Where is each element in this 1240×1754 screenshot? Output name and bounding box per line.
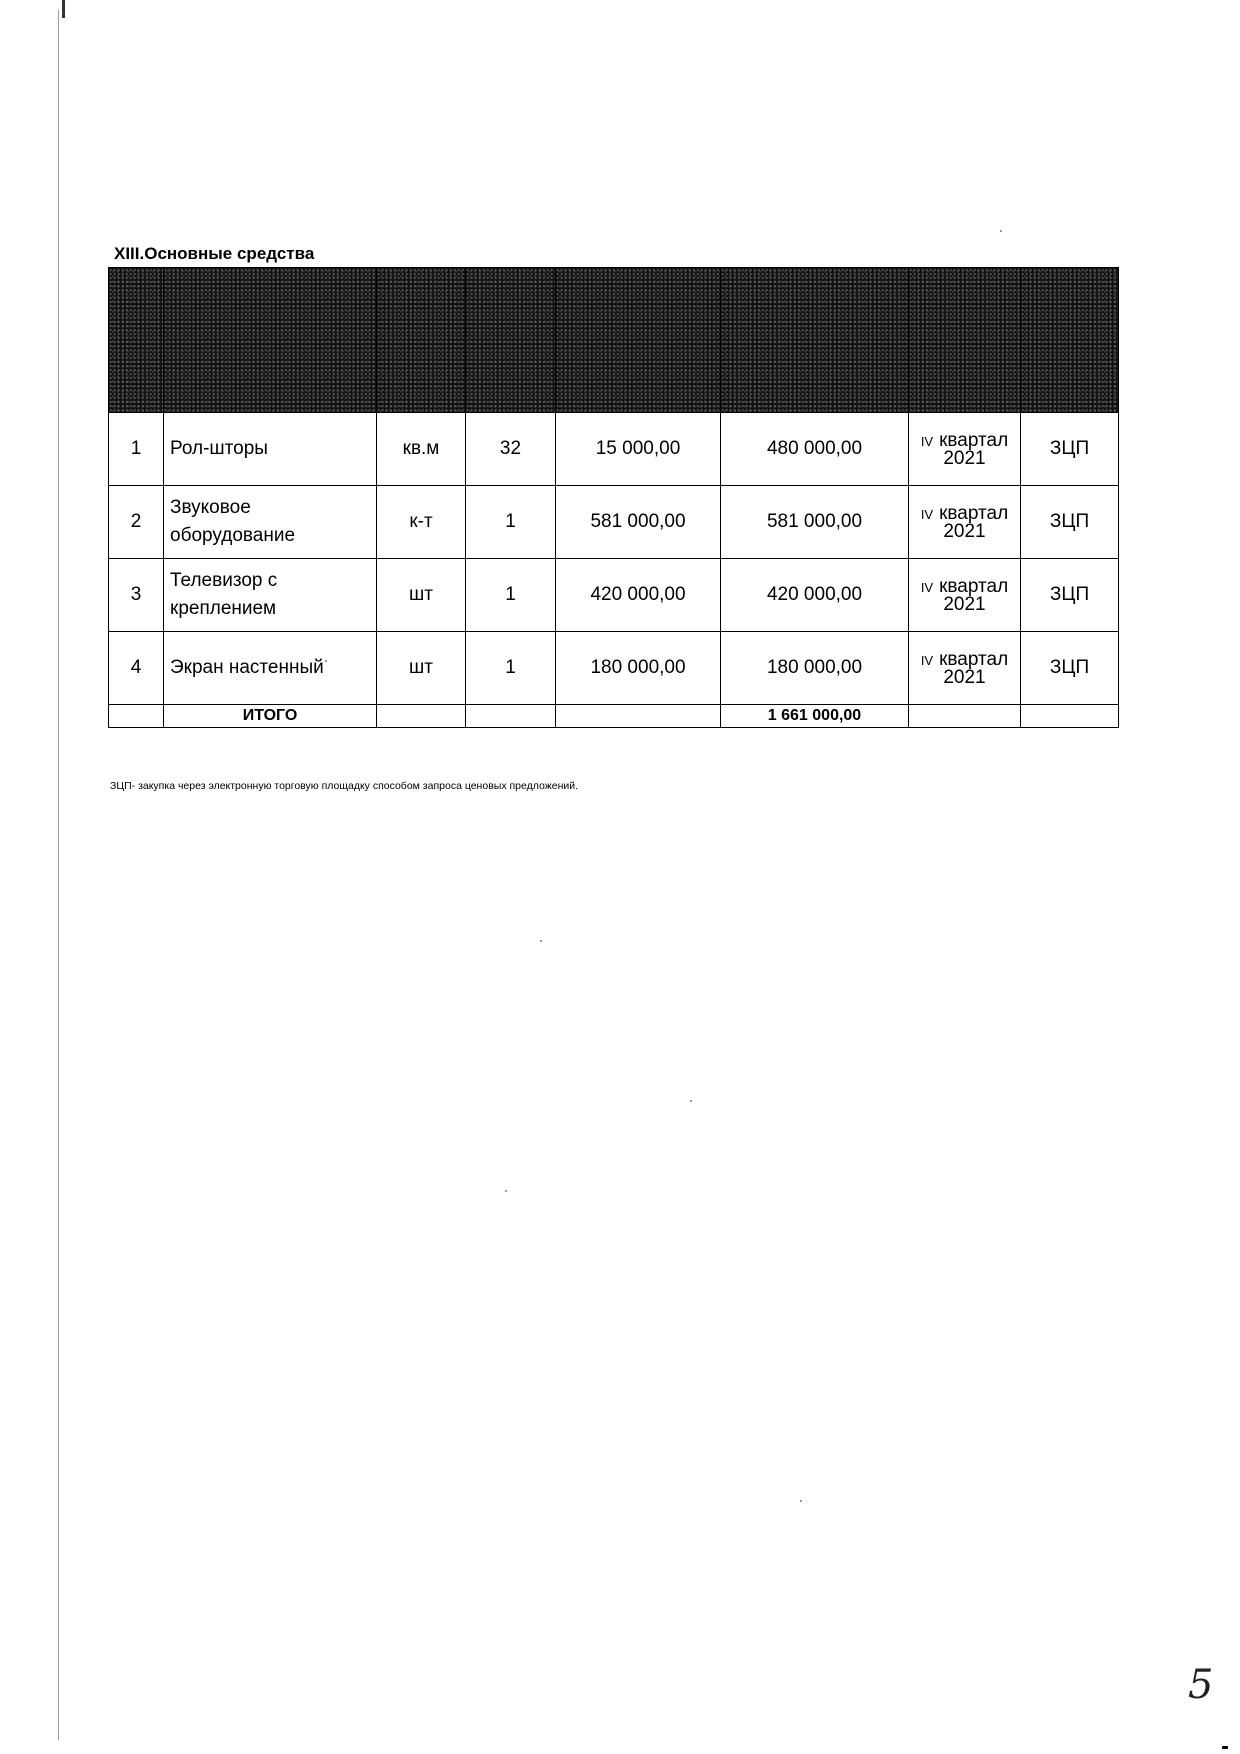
item-period xyxy=(909,413,1021,486)
total-empty-cell xyxy=(556,705,721,728)
item-name: Экран настенный xyxy=(164,632,377,705)
total-empty-cell xyxy=(909,705,1021,728)
row-number: 3 xyxy=(109,559,164,632)
item-quantity: 32 xyxy=(466,413,556,486)
item-period xyxy=(909,632,1021,705)
period-quarter: IV xyxy=(920,506,934,522)
table-row xyxy=(109,413,1119,486)
total-empty-cell xyxy=(466,705,556,728)
procurement-method: ЗЦП xyxy=(1021,559,1119,632)
period-label: квартал xyxy=(939,575,1009,597)
header-cell xyxy=(1021,268,1119,413)
handwritten-page-number: 5 xyxy=(1188,1662,1214,1708)
period-quarter: IV xyxy=(920,652,934,668)
period-label: квартал xyxy=(939,502,1009,524)
scan-speck xyxy=(800,1500,802,1502)
total-sum: 1 661 000,00 xyxy=(721,705,909,728)
period-year: 2021 xyxy=(943,593,986,615)
period-quarter: IV xyxy=(920,433,934,449)
scan-speck xyxy=(325,660,327,662)
item-unit: шт xyxy=(377,632,466,705)
scan-speck xyxy=(1000,230,1002,232)
period-year: 2021 xyxy=(943,447,986,469)
total-row xyxy=(109,705,1119,728)
item-price: 420 000,00 xyxy=(556,559,721,632)
scan-speck xyxy=(690,1100,692,1102)
row-number: 1 xyxy=(109,413,164,486)
item-sum: 581 000,00 xyxy=(721,486,909,559)
table-row xyxy=(109,559,1119,632)
section-title: XIII.Основные средства xyxy=(114,244,315,263)
period-year: 2021 xyxy=(943,666,986,688)
scan-edge-mark xyxy=(62,0,65,18)
item-sum: 180 000,00 xyxy=(721,632,909,705)
item-unit: к-т xyxy=(377,486,466,559)
table-header-row xyxy=(109,268,1119,413)
total-label: ИТОГО xyxy=(164,705,377,728)
header-cell xyxy=(909,268,1021,413)
scan-speck xyxy=(540,940,542,942)
row-number: 2 xyxy=(109,486,164,559)
item-period xyxy=(909,559,1021,632)
item-quantity: 1 xyxy=(466,559,556,632)
period-label: квартал xyxy=(939,648,1009,670)
fixed-assets-table xyxy=(108,267,1119,728)
table-row xyxy=(109,486,1119,559)
item-quantity: 1 xyxy=(466,486,556,559)
procurement-method: ЗЦП xyxy=(1021,632,1119,705)
item-period xyxy=(909,486,1021,559)
row-number: 4 xyxy=(109,632,164,705)
scan-speck xyxy=(1222,1746,1228,1749)
header-cell xyxy=(164,268,377,413)
header-cell xyxy=(556,268,721,413)
total-empty-cell xyxy=(1021,705,1119,728)
item-name: Звуковое оборудование xyxy=(164,486,377,559)
footnote: ЗЦП- закупка через электронную торговую площадку способом запроса ценовых предложений. xyxy=(110,780,579,792)
item-unit: кв.м xyxy=(377,413,466,486)
header-cell xyxy=(377,268,466,413)
procurement-method: ЗЦП xyxy=(1021,413,1119,486)
item-sum: 480 000,00 xyxy=(721,413,909,486)
item-name: Телевизор с креплением xyxy=(164,559,377,632)
item-price: 15 000,00 xyxy=(556,413,721,486)
item-price: 180 000,00 xyxy=(556,632,721,705)
scan-edge-line xyxy=(58,10,59,1740)
procurement-method: ЗЦП xyxy=(1021,486,1119,559)
item-quantity: 1 xyxy=(466,632,556,705)
period-quarter: IV xyxy=(920,579,934,595)
item-name: Рол-шторы xyxy=(164,413,377,486)
header-cell xyxy=(466,268,556,413)
item-unit: шт xyxy=(377,559,466,632)
total-empty-cell xyxy=(109,705,164,728)
item-price: 581 000,00 xyxy=(556,486,721,559)
item-sum: 420 000,00 xyxy=(721,559,909,632)
scan-speck xyxy=(505,1190,507,1192)
total-empty-cell xyxy=(377,705,466,728)
period-year: 2021 xyxy=(943,520,986,542)
table-row xyxy=(109,632,1119,705)
header-cell xyxy=(109,268,164,413)
header-cell xyxy=(721,268,909,413)
period-label: квартал xyxy=(939,429,1009,451)
